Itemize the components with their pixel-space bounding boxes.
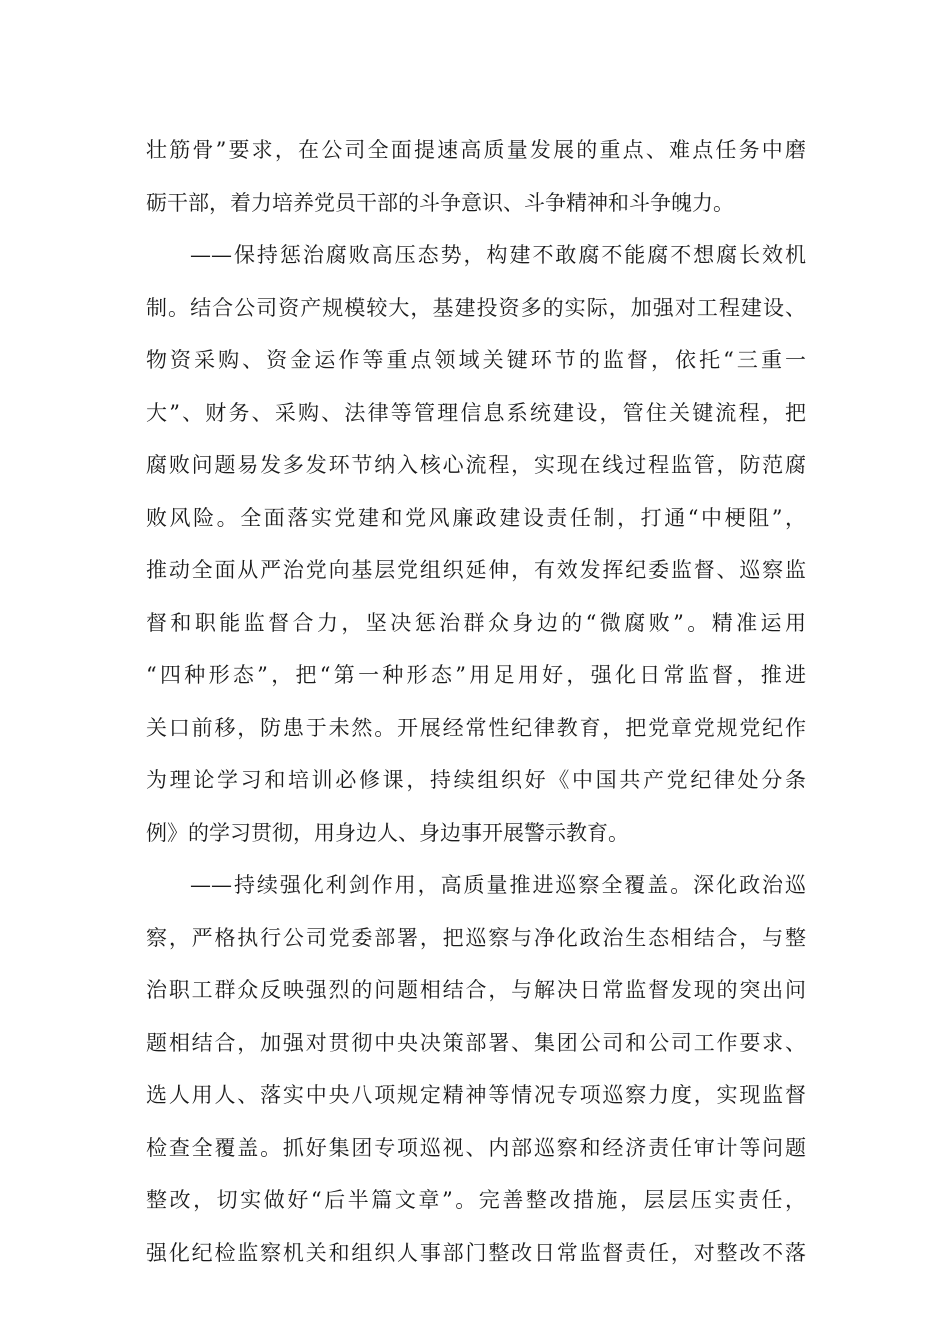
text-line: ——保持惩治腐败高压态势，构建不敢腐不能腐不想腐长效机 (190, 243, 806, 267)
text-line: 为理论学习和培训必修课，持续组织好《中国共产党纪律处分条 (146, 768, 806, 792)
text-line: 整改，切实做好“后半篇文章”。完善整改措施，层层压实责任， (146, 1188, 806, 1212)
text-line: 察，严格执行公司党委部署，把巡察与净化政治生态相结合，与整 (146, 925, 806, 950)
text-line: 腐败问题易发多发环节纳入核心流程，实现在线过程监管，防范腐 (146, 453, 806, 477)
text-line: 败风险。全面落实党建和党风廉政建设责任制，打通“中梗阻”， (146, 505, 806, 530)
text-line: 督和职能监督合力，坚决惩治群众身边的“微腐败”。精准运用 (146, 610, 806, 635)
text-line: 治职工群众反映强烈的问题相结合，与解决日常监督发现的突出问 (146, 978, 806, 1002)
text-line: 推动全面从严治党向基层党组织延伸，有效发挥纪委监督、巡察监 (146, 558, 806, 582)
text-line: 题相结合，加强对贯彻中央决策部署、集团公司和公司工作要求、 (146, 1030, 806, 1055)
text-line: 壮筋骨”要求，在公司全面提速高质量发展的重点、难点任务中磨 (146, 138, 806, 162)
text-line: 物资采购、资金运作等重点领域关键环节的监督，依托“三重一 (146, 348, 806, 372)
text-line: 关口前移，防患于未然。开展经常性纪律教育，把党章党规党纪作 (146, 715, 806, 740)
text-line: “四种形态”，把“第一种形态”用足用好，强化日常监督，推进 (146, 663, 806, 687)
text-line: 例》的学习贯彻，用身边人、身边事开展警示教育。 (146, 820, 629, 845)
document-body (146, 124, 806, 1279)
text-line: 砺干部，着力培养党员干部的斗争意识、斗争精神和斗争魄力。 (146, 190, 734, 215)
text-line: ——持续强化利剑作用，高质量推进巡察全覆盖。深化政治巡 (190, 873, 806, 897)
text-line: 选人用人、落实中央八项规定精神等情况专项巡察力度，实现监督 (146, 1083, 806, 1107)
text-line: 检查全覆盖。抓好集团专项巡视、内部巡察和经济责任审计等问题 (146, 1135, 806, 1160)
text-line: 大”、财务、采购、法律等管理信息系统建设，管住关键流程，把 (146, 400, 806, 425)
text-line: 强化纪检监察机关和组织人事部门整改日常监督责任，对整改不落 (146, 1240, 806, 1265)
text-line: 制。结合公司资产规模较大，基建投资多的实际，加强对工程建设、 (146, 295, 806, 320)
